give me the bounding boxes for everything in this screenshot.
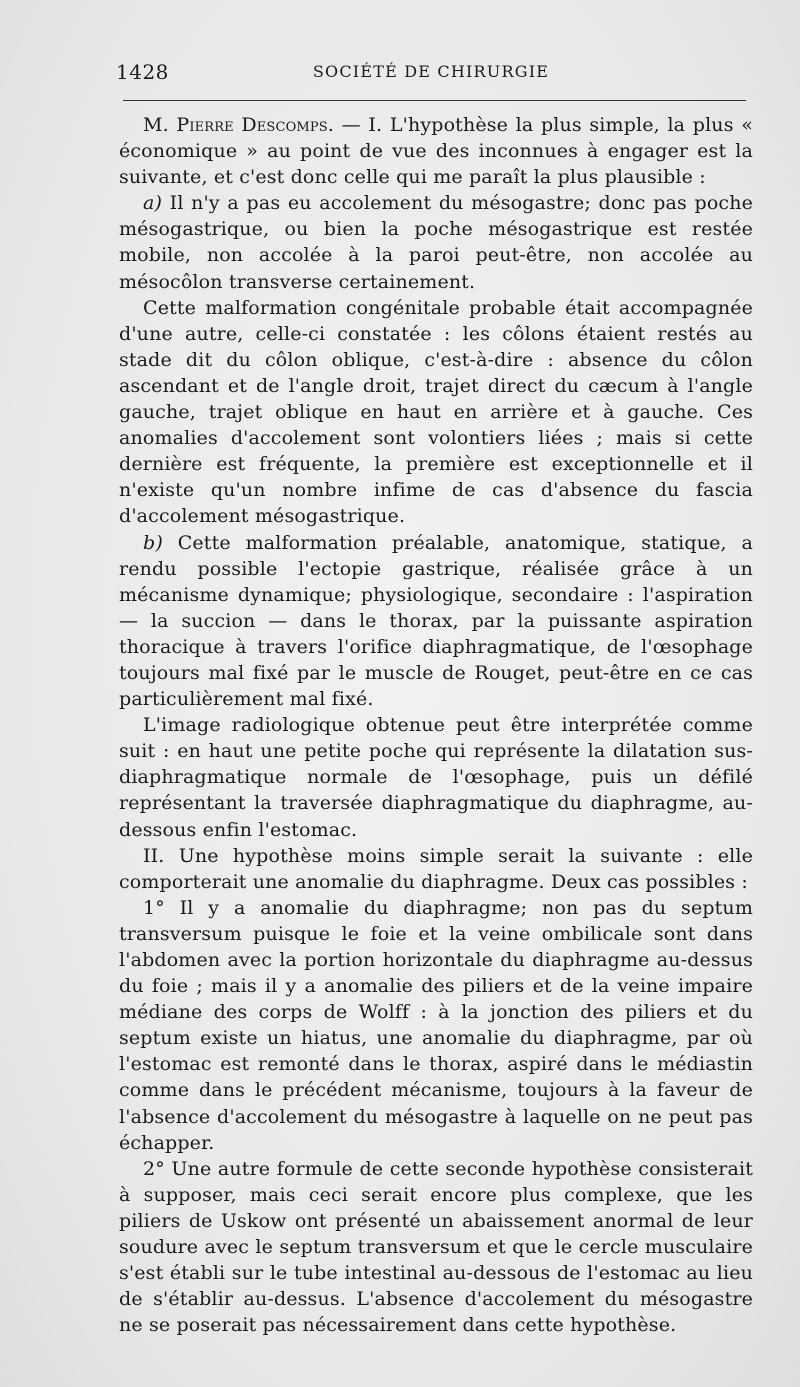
paragraph-text: Il n'y a pas eu accolement du mésogastre; donc pas poche mésogastrique, ou bien la poche mésogastrique est restée mobile, non accolée à la paroi peut-être, non accolée au mésocôlon transverse certainement.	[119, 192, 753, 293]
paragraph	[119, 712, 753, 842]
page-number: 1428	[116, 60, 169, 84]
paragraph	[119, 190, 753, 294]
paragraph-text: Cette malformation congénitale probable était accompagnée d'une autre, celle-ci constatée : les côlons étaient restés au stade dit du côlon oblique, c'est-à-dire : absence du côlon ascendant et de l'angle droit, trajet direct du cæcum à l'angle gauche, trajet oblique en haut en arrière et à gauche. Ces anomalies d'accolement sont volontiers liées ; mais si cette dernière est fréquente, la première est exceptionnelle et il n'existe qu'un nombre infime de cas d'absence du fascia d'accolement mésogastrique.	[119, 296, 753, 528]
item-marker: b)	[143, 531, 163, 554]
paragraph	[119, 1156, 753, 1339]
item-marker: a)	[143, 192, 163, 215]
page-header	[116, 60, 746, 84]
running-title: SOCIÉTÉ DE CHIRURGIE	[312, 62, 550, 81]
paragraph-text: 1° Il y a anomalie du diaphragme; non pas du septum transversum puisque le foie et la veine ombilicale sont dans l'abdomen avec la portion horizontale du diaphragme au-dessus du foie ; mais il y a anomalie des piliers et de la veine impaire médiane des corps de Wolff : à la jonction des piliers et du septum existe un hiatus, une anomalie du diaphragme, par où l'estomac est remonté dans le thorax, aspiré dans le médiastin comme dans le précédent mécanisme, toujours à la faveur de l'absence d'accolement du mésogastre à laquelle on ne peut pas échapper.	[119, 896, 753, 1154]
paragraph-text: Cette malformation préalable, anatomique, statique, a rendu possible l'ectopie gastrique, réalisée grâce à un mécanisme dynamique; physiologique, secondaire : l'aspiration — la succion — dans le thorax, par la puissante aspiration thoracique à travers l'orifice diaphragmatique, de l'œsophage toujours mal fixé par le muscle de Rouget, peut-être en ce cas particulièrement mal fixé.	[119, 531, 753, 711]
paragraph-text: II. Une hypothèse moins simple serait la suivante : elle comporterait une anomalie du diaphragme. Deux cas possibles :	[119, 844, 753, 893]
speaker-name: M. Pierre Descomps.	[143, 114, 334, 136]
paragraph	[119, 530, 753, 713]
body-text	[119, 112, 753, 1338]
paragraph	[119, 112, 753, 190]
paragraph	[119, 895, 753, 1156]
paragraph	[119, 843, 753, 895]
paragraph-text: — I. L'hypothèse la plus simple, la plus « économique » au point de vue des inconnues à engager est la suivante, et c'est donc celle qui me paraît la plus plausible :	[119, 114, 753, 189]
paragraph-text: L'image radiologique obtenue peut être interprétée comme suit : en haut une petite poche qui représente la dilatation sus-diaphragmatique normale de l'œsophage, puis un défilé représentant la traversée diaphragmatique du diaphragme, au-dessous enfin l'estomac.	[119, 714, 753, 841]
paragraph	[119, 295, 753, 530]
paragraph-text: 2° Une autre formule de cette seconde hypothèse consisterait à supposer, mais ceci serait encore plus complexe, que les piliers de Uskow ont présenté un abaissement anormal de leur soudure avec le septum transversum et que le cercle musculaire s'est établi sur le tube intestinal au-dessous de l'estomac au lieu de s'établir au-dessus. L'absence d'accolement du mésogastre ne se poserait pas nécessairement dans cette hypothèse.	[119, 1157, 753, 1337]
header-rule	[123, 100, 746, 101]
